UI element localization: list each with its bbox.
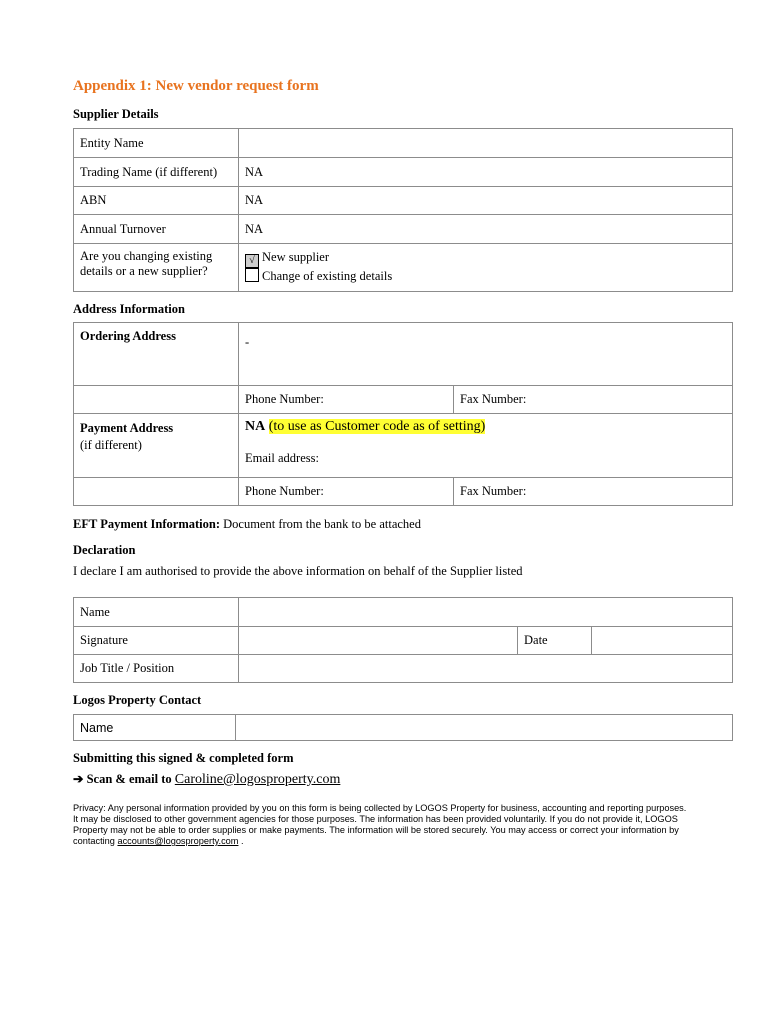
entity-name-field[interactable] bbox=[239, 129, 733, 158]
contact-name-field[interactable] bbox=[236, 715, 733, 741]
trading-name-label: Trading Name (if different) bbox=[74, 158, 239, 187]
declaration-text: I declare I am authorised to provide the above information on behalf of the Supplier listed bbox=[73, 564, 523, 578]
trading-name-row bbox=[74, 158, 733, 187]
payment-phone-spacer bbox=[74, 478, 239, 506]
annual-turnover-row bbox=[74, 215, 733, 244]
arrow-icon: ➔ bbox=[73, 772, 84, 786]
abn-label: ABN bbox=[74, 187, 239, 215]
new-supplier-option[interactable] bbox=[245, 249, 726, 268]
address-table bbox=[73, 322, 733, 506]
eft-label: EFT Payment Information: bbox=[73, 517, 220, 531]
trading-name-field[interactable]: NA bbox=[239, 158, 733, 187]
declaration-name-field[interactable] bbox=[239, 598, 733, 627]
contact-name-label: Name bbox=[74, 715, 236, 741]
abn-field[interactable]: NA bbox=[239, 187, 733, 215]
email-address-label: Email address: bbox=[245, 451, 319, 465]
signature-row bbox=[74, 627, 733, 655]
contact-table bbox=[73, 714, 733, 741]
ordering-address-label: Ordering Address bbox=[74, 323, 239, 386]
payment-phone-field[interactable]: Phone Number: bbox=[239, 478, 454, 506]
change-type-label-line1: Are you changing existing bbox=[80, 249, 213, 263]
privacy-notice bbox=[73, 803, 693, 847]
signature-label: Signature bbox=[74, 627, 239, 655]
change-type-label bbox=[74, 244, 239, 292]
form-title: Appendix 1: New vendor request form bbox=[73, 78, 319, 94]
ordering-phone-field[interactable]: Phone Number: bbox=[239, 386, 454, 414]
privacy-end: . bbox=[241, 836, 244, 846]
submit-instruction bbox=[73, 771, 340, 788]
payment-na-value: NA bbox=[245, 419, 266, 434]
change-existing-checkbox[interactable] bbox=[245, 268, 259, 282]
declaration-heading: Declaration bbox=[73, 543, 136, 557]
logos-contact-heading: Logos Property Contact bbox=[73, 693, 202, 707]
change-existing-label: Change of existing details bbox=[262, 269, 393, 283]
submit-heading: Submitting this signed & completed form bbox=[73, 751, 294, 765]
date-field[interactable] bbox=[592, 627, 733, 655]
signature-field[interactable] bbox=[239, 627, 518, 655]
job-title-field[interactable] bbox=[239, 655, 733, 683]
supplier-details-heading: Supplier Details bbox=[73, 107, 159, 121]
annual-turnover-field[interactable]: NA bbox=[239, 215, 733, 244]
new-supplier-checkbox[interactable]: √ bbox=[245, 254, 259, 268]
privacy-text: Privacy: Any personal information provided by you on this form is being collected by LOGOS Property for business, accounting and reporting purposes. It may be disclosed to other government agencies for those purposes. The information has been provided voluntarily. If you do not provide it, LOGOS Property may not be able to order supplies or make payments. The information will be stored securely. You may access or correct your information by contacting bbox=[73, 803, 687, 846]
declaration-name-row bbox=[74, 598, 733, 627]
scan-email-label: Scan & email to bbox=[86, 772, 172, 786]
customer-code-note: (to use as Customer code as of setting) bbox=[268, 419, 486, 434]
change-type-label-line2: details or a new supplier? bbox=[80, 264, 208, 278]
ordering-phone-spacer bbox=[74, 386, 239, 414]
abn-row bbox=[74, 187, 733, 215]
job-title-row bbox=[74, 655, 733, 683]
payment-address-label bbox=[74, 414, 239, 478]
supplier-details-table bbox=[73, 128, 733, 292]
eft-payment-info bbox=[73, 517, 421, 532]
payment-address-field[interactable] bbox=[239, 414, 733, 478]
ordering-address-row bbox=[74, 323, 733, 386]
payment-address-subtitle: (if different) bbox=[80, 438, 142, 452]
eft-text: Document from the bank to be attached bbox=[223, 517, 421, 531]
privacy-email-link[interactable]: accounts@logosproperty.com bbox=[117, 836, 239, 846]
address-info-heading: Address Information bbox=[73, 302, 185, 316]
declaration-table bbox=[73, 597, 733, 683]
date-label: Date bbox=[518, 627, 592, 655]
new-supplier-label: New supplier bbox=[262, 250, 329, 264]
ordering-phone-row bbox=[74, 386, 733, 414]
annual-turnover-label: Annual Turnover bbox=[74, 215, 239, 244]
change-type-row bbox=[74, 244, 733, 292]
payment-fax-field[interactable]: Fax Number: bbox=[454, 478, 733, 506]
job-title-label: Job Title / Position bbox=[74, 655, 239, 683]
payment-address-row bbox=[74, 414, 733, 478]
ordering-fax-field[interactable]: Fax Number: bbox=[454, 386, 733, 414]
entity-name-row bbox=[74, 129, 733, 158]
payment-phone-row bbox=[74, 478, 733, 506]
ordering-address-field[interactable]: - bbox=[239, 323, 733, 386]
change-type-options bbox=[239, 244, 733, 292]
entity-name-label: Entity Name bbox=[74, 129, 239, 158]
payment-address-title: Payment Address bbox=[80, 421, 174, 435]
submit-email-link[interactable]: Caroline@logosproperty.com bbox=[174, 772, 341, 787]
contact-name-row bbox=[74, 715, 733, 741]
declaration-name-label: Name bbox=[74, 598, 239, 627]
change-existing-option[interactable] bbox=[245, 268, 726, 285]
